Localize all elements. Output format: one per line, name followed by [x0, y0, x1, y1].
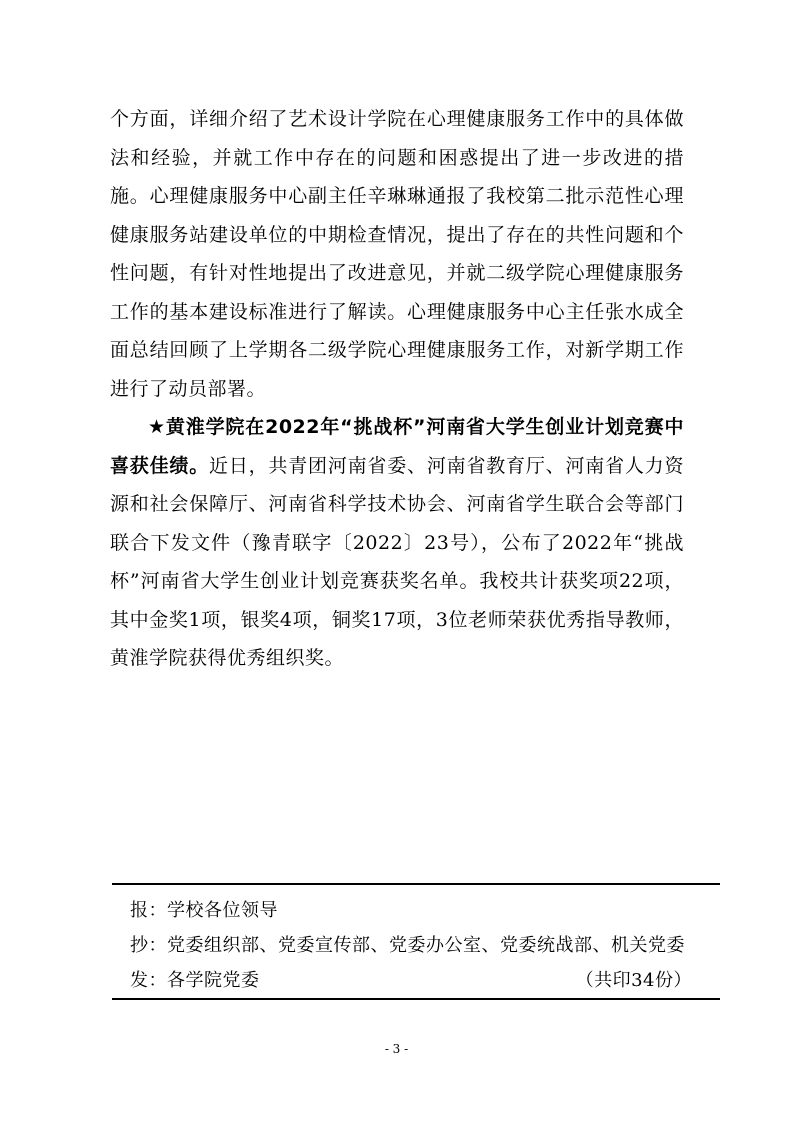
report-to-text: 报：学校各位领导 [130, 900, 278, 921]
report-to-line [112, 893, 720, 928]
distribution-footer [112, 883, 720, 1000]
footer-bottom-rule [112, 998, 720, 1000]
document-body [110, 100, 684, 678]
copy-to-line [112, 928, 720, 963]
issue-to-text: 发：各学院党委 [130, 970, 260, 991]
copy-to-text: 抄：党委组织部、党委宣传部、党委办公室、党委统战部、机关党委 [130, 935, 685, 956]
footer-top-rule [112, 883, 720, 885]
paragraph-continuation: 个方面，详细介绍了艺术设计学院在心理健康服务工作中的具体做法和经验，并就工作中存在的问题和困惑提出了进一步改进的措施。心理健康服务中心副主任辛琳琳通报了我校第二批示范性心理健康服务站建设单位的中期检查情况，提出了存在的共性问题和个性问题，有针对性地提出了改进意见，并就二级学院心理健康服务工作的基本建设标准进行了解读。心理健康服务中心主任张水成全面总结回顾了上学期各二级学院心理健康服务工作，对新学期工作进行了动员部署。 [110, 108, 684, 400]
paragraph-news-item [110, 408, 684, 678]
news-body: 近日，共青团河南省委、河南省教育厅、河南省人力资源和社会保障厅、河南省科学技术协会、河南省学生联合会等部门联合下发文件（豫青联字〔2022〕23号），公布了2022年“挑战杯”河南省大学生创业计划竞赛获奖名单。我校共计获奖项22项，其中金奖1项，银奖4项，铜奖17项，3位老师荣获优秀指导教师，黄淮学院获得优秀组织奖。 [110, 454, 684, 669]
print-count: （共印34份） [575, 970, 692, 991]
issue-to-line [112, 963, 720, 998]
page-number: - 3 - [384, 1042, 409, 1056]
news-headline: ★黄淮学院在2022年“挑战杯”河南省大学生创业计划竞赛中喜获佳绩。 [110, 416, 684, 477]
